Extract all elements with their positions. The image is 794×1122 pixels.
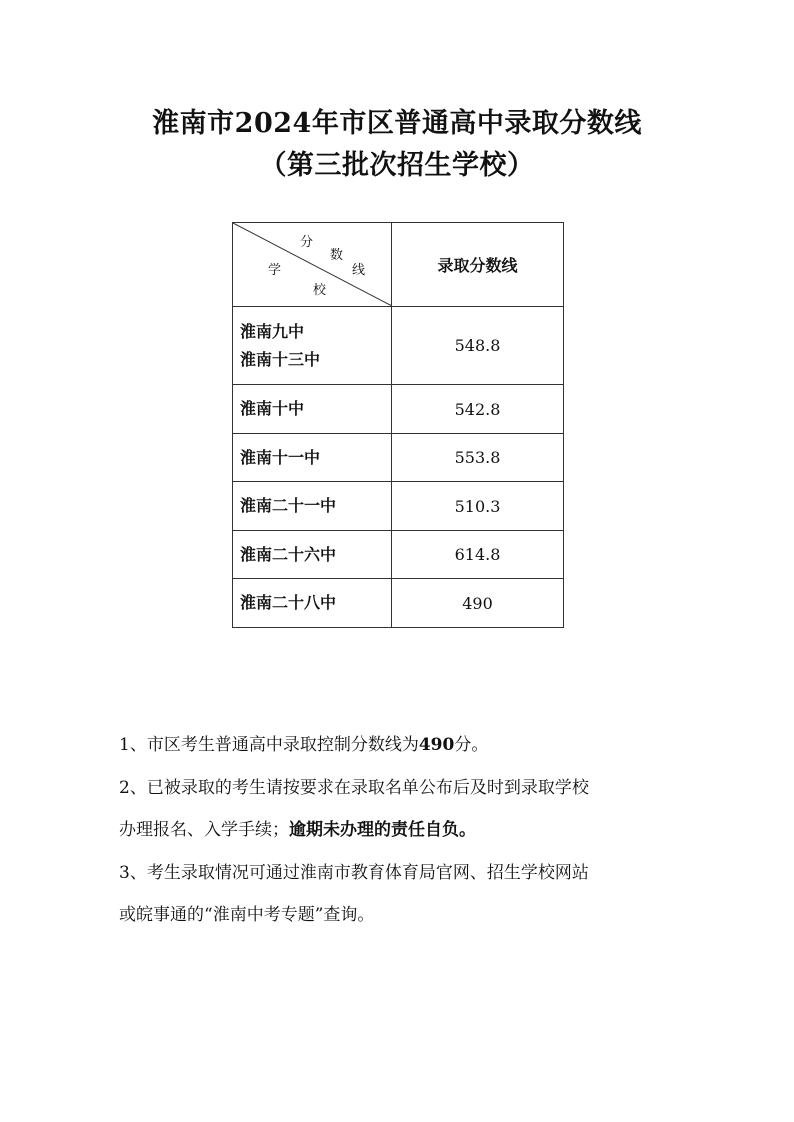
score-cell: 490	[392, 579, 564, 628]
note-2-line2	[119, 813, 699, 848]
diag-label-xian: 线	[352, 263, 366, 278]
school-cell	[233, 385, 392, 434]
note-3	[119, 856, 699, 933]
school-cell	[233, 482, 392, 531]
school-name: 淮南十一中	[240, 447, 321, 467]
table-row	[233, 434, 564, 482]
table-row	[233, 482, 564, 531]
score-column-header: 录取分数线	[392, 223, 564, 307]
notes-section	[119, 728, 699, 933]
score-cell: 510.3	[392, 482, 564, 531]
note-2-line2-text: 办理报名、入学手续；	[119, 820, 289, 840]
diag-label-shu: 数	[330, 248, 344, 263]
school-name: 淮南十三中	[240, 349, 321, 369]
diagonal-header-cell	[233, 223, 392, 307]
note-2-emphasis: 逾期未办理的责任自负。	[289, 820, 476, 840]
table-row	[233, 307, 564, 385]
table-header-row	[233, 223, 564, 307]
table-row	[233, 385, 564, 434]
school-name: 淮南十中	[240, 399, 305, 418]
school-cell	[233, 434, 392, 482]
table-row	[233, 579, 564, 628]
school-cell	[233, 579, 392, 628]
note-1	[119, 728, 699, 763]
score-cell: 553.8	[392, 434, 564, 482]
note-1-score: 490	[418, 735, 455, 755]
school-name: 淮南二十六中	[240, 544, 337, 564]
note-1-text: 1、市区考生普通高中录取控制分数线为	[119, 735, 419, 755]
page-title: 淮南市2024年市区普通高中录取分数线	[152, 108, 642, 139]
diag-label-xiao: 校	[313, 283, 327, 298]
score-cell: 614.8	[392, 531, 564, 579]
table-row	[233, 531, 564, 579]
school-name: 淮南二十八中	[240, 593, 337, 612]
note-3-line2: 或皖事通的“淮南中考专题”查询。	[119, 905, 375, 925]
note-2-line1: 2、已被录取的考生请按要求在录取名单公布后及时到录取学校	[119, 778, 589, 798]
note-1-unit: 分。	[454, 735, 489, 755]
school-name: 淮南二十一中	[240, 496, 337, 515]
note-2	[119, 771, 699, 848]
score-table	[232, 222, 564, 628]
page-subtitle: （第三批次招生学校）	[259, 150, 535, 181]
score-cell: 542.8	[392, 385, 564, 434]
school-name: 淮南九中	[240, 321, 305, 341]
school-cell	[233, 531, 392, 579]
diag-label-xue: 学	[268, 263, 282, 278]
diag-label-fen: 分	[300, 235, 314, 250]
note-3-line1: 3、考生录取情况可通过淮南市教育体育局官网、招生学校网站	[119, 863, 589, 883]
score-cell: 548.8	[392, 307, 564, 385]
school-cell	[233, 307, 392, 385]
